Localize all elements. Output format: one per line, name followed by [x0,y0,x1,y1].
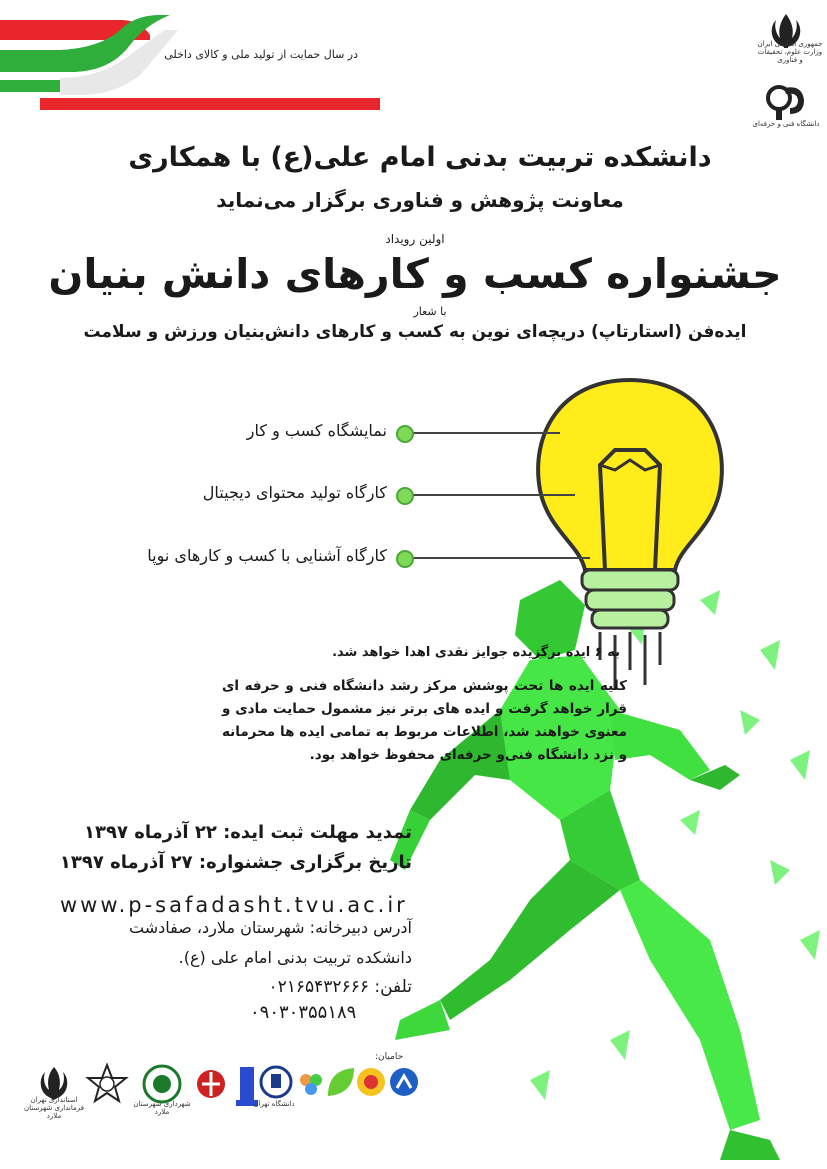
event-title: جشنواره کسب و کارهای دانش بنیان [48,250,782,298]
item-connector [410,432,560,434]
item-connector [410,494,575,496]
item-connector [410,557,590,559]
sponsors-label: حامیان: [375,1052,404,1062]
festival-date-text: تاریخ برگزاری جشنواره: ۲۷ آذرماه ۱۳۹۷ [59,852,412,873]
tvu-logo-text: دانشگاه فنی و حرفه‌ای [752,120,820,128]
event-pre-title: اولین رویداد [385,232,445,246]
website-link[interactable]: www.p-safadasht.tvu.ac.ir [60,893,408,917]
tvu-logo-icon [764,80,809,125]
event-slogan: ایده‌فن (استارتاپ) دریچه‌ای نوین به کسب و کارهای دانش‌بنیان ورزش و سلامت [83,322,747,342]
header-line-2: معاونت پژوهش و فناوری برگزار می‌نماید [216,188,624,212]
terms-text: کلیه ایده ها تحت پوشش مرکز رشد دانشگاه فنی و حرفه ای قرار خواهد گرفت و ایده های برتر نیز مشمول حمایت مادی و معنوی خواهند شد، اطلاعات مربوط به تمامی ایده ها محرمانه و نزد دانشگاه فنی‌و حرفه‌ای محفوظ خواهد بود. [222,678,627,763]
sponsor-emblem-icon [192,1062,230,1112]
top-slogan: در سال حمایت از تولید ملی و کالای داخلی [164,48,358,61]
deadline-text: تمدید مهلت ثبت ایده: ۲۲ آذرماه ۱۳۹۷ [84,822,412,843]
government-logo-text: جمهوری اسلامی ایران وزارت علوم، تحقیقات و فناوری [757,40,823,64]
item-digital-content-workshop: کارگاه تولید محتوای دیجیتال [202,483,387,502]
sponsor-caption: دانشگاه تهران [253,1100,295,1108]
address-line-1: آدرس دبیرخانه: شهرستان ملارد، صفادشت [129,918,412,937]
sponsor-runner-logo-icon [385,1062,423,1112]
sponsor-caption: استانداری تهران فرمانداری شهرستان ملارد [24,1096,84,1120]
with-slogan-label: با شعار [413,305,447,318]
item-bullet-icon [396,550,414,568]
item-startup-workshop: کارگاه آشنایی با کسب و کارهای نوپا [147,546,387,565]
address-line-2: دانشکده تربیت بدنی امام علی (ع). [178,948,412,967]
phone-line-2: ۰۹۰۳۰۳۵۵۱۸۹ [250,1002,357,1023]
header-line-1: دانشکده تربیت بدنی امام علی(ع) با همکاری [128,142,712,173]
item-bullet-icon [396,425,414,443]
item-bullet-icon [396,487,414,505]
sponsor-caption: شهرداری شهرستان ملارد [133,1100,191,1116]
item-business-exhibition: نمایشگاه کسب و کار [246,421,387,440]
sponsor-star-logo-icon [85,1062,130,1112]
prize-text: به ۶ ایده برگزیده جوایز نقدی اهدا خواهد شد. [332,645,620,660]
phone-line-1: تلفن: ۰۲۱۶۵۴۳۲۶۶۶ [268,977,412,997]
